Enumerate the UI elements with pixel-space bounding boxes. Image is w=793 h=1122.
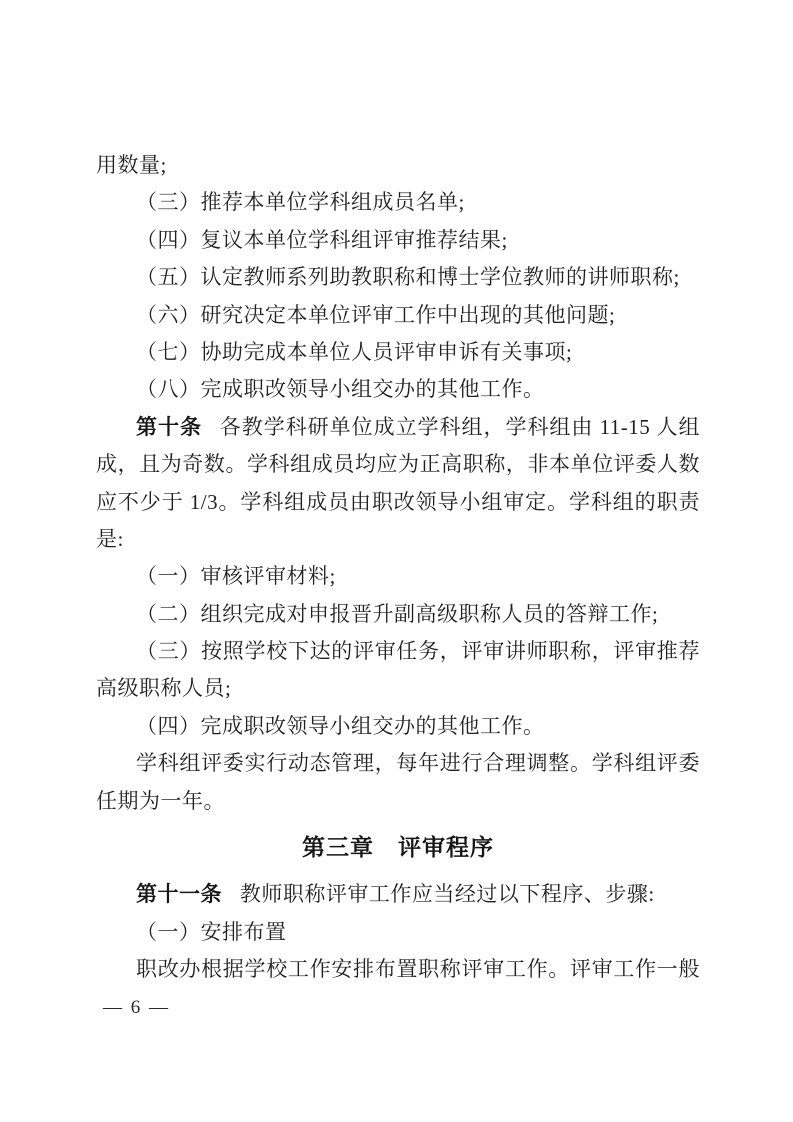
list-item: （六）研究决定本单位评审工作中出现的其他问题; [136, 302, 616, 327]
text-line: 用数量; [96, 153, 167, 177]
list-item: （二）组织完成对申报晋升副高级职称人员的答辩工作; [136, 601, 659, 626]
list-item: （四）完成职改领导小组交办的其他工作。 [136, 713, 545, 738]
text-line: 学科组评委实行动态管理，每年进行合理调整。学科组评委 [136, 751, 700, 776]
list-item: （八）完成职改领导小组交办的其他工作。 [136, 377, 545, 402]
article-text: 教师职称评审工作应当经过以下程序、步骤: [239, 882, 655, 907]
list-item: （一）审核评审材料; [136, 564, 336, 589]
list-item: （七）协助完成本单位人员评审申诉有关事项; [136, 339, 573, 364]
article-number: 第十一条 [136, 883, 222, 907]
list-item: （四）复议本单位学科组评审推荐结果; [136, 227, 508, 252]
text-line: 职改办根据学校工作安排布置职称评审工作。评审工作一般 [136, 957, 700, 982]
text-line: 高级职称人员; [96, 676, 232, 701]
article-text: 各教学科研单位成立学科组，学科组由 11-15 人组 [219, 414, 701, 439]
list-item: （五）认定教师系列助教职称和博士学位教师的讲师职称; [136, 265, 680, 290]
article-line [96, 409, 700, 446]
text-line: 是: [96, 526, 124, 551]
list-item: （三）推荐本单位学科组成员名单; [136, 190, 465, 215]
chapter-heading: 第三章 评审程序 [302, 834, 494, 861]
article-number: 第十条 [136, 415, 202, 439]
list-item: （三）按照学校下达的评审任务，评审讲师职称，评审推荐 [136, 639, 700, 664]
page-number: — 6 — [103, 997, 170, 1018]
document-content [96, 147, 700, 989]
article-line [96, 876, 700, 913]
text-line: 任期为一年。 [96, 788, 225, 813]
list-item: （一）安排布置 [136, 919, 287, 944]
text-line: 成，且为奇数。学科组成员均应为正高职称，非本单位评委人数 [96, 452, 700, 477]
text-line: 应不少于 1/3。学科组成员由职改领导小组审定。学科组的职责 [96, 489, 700, 514]
